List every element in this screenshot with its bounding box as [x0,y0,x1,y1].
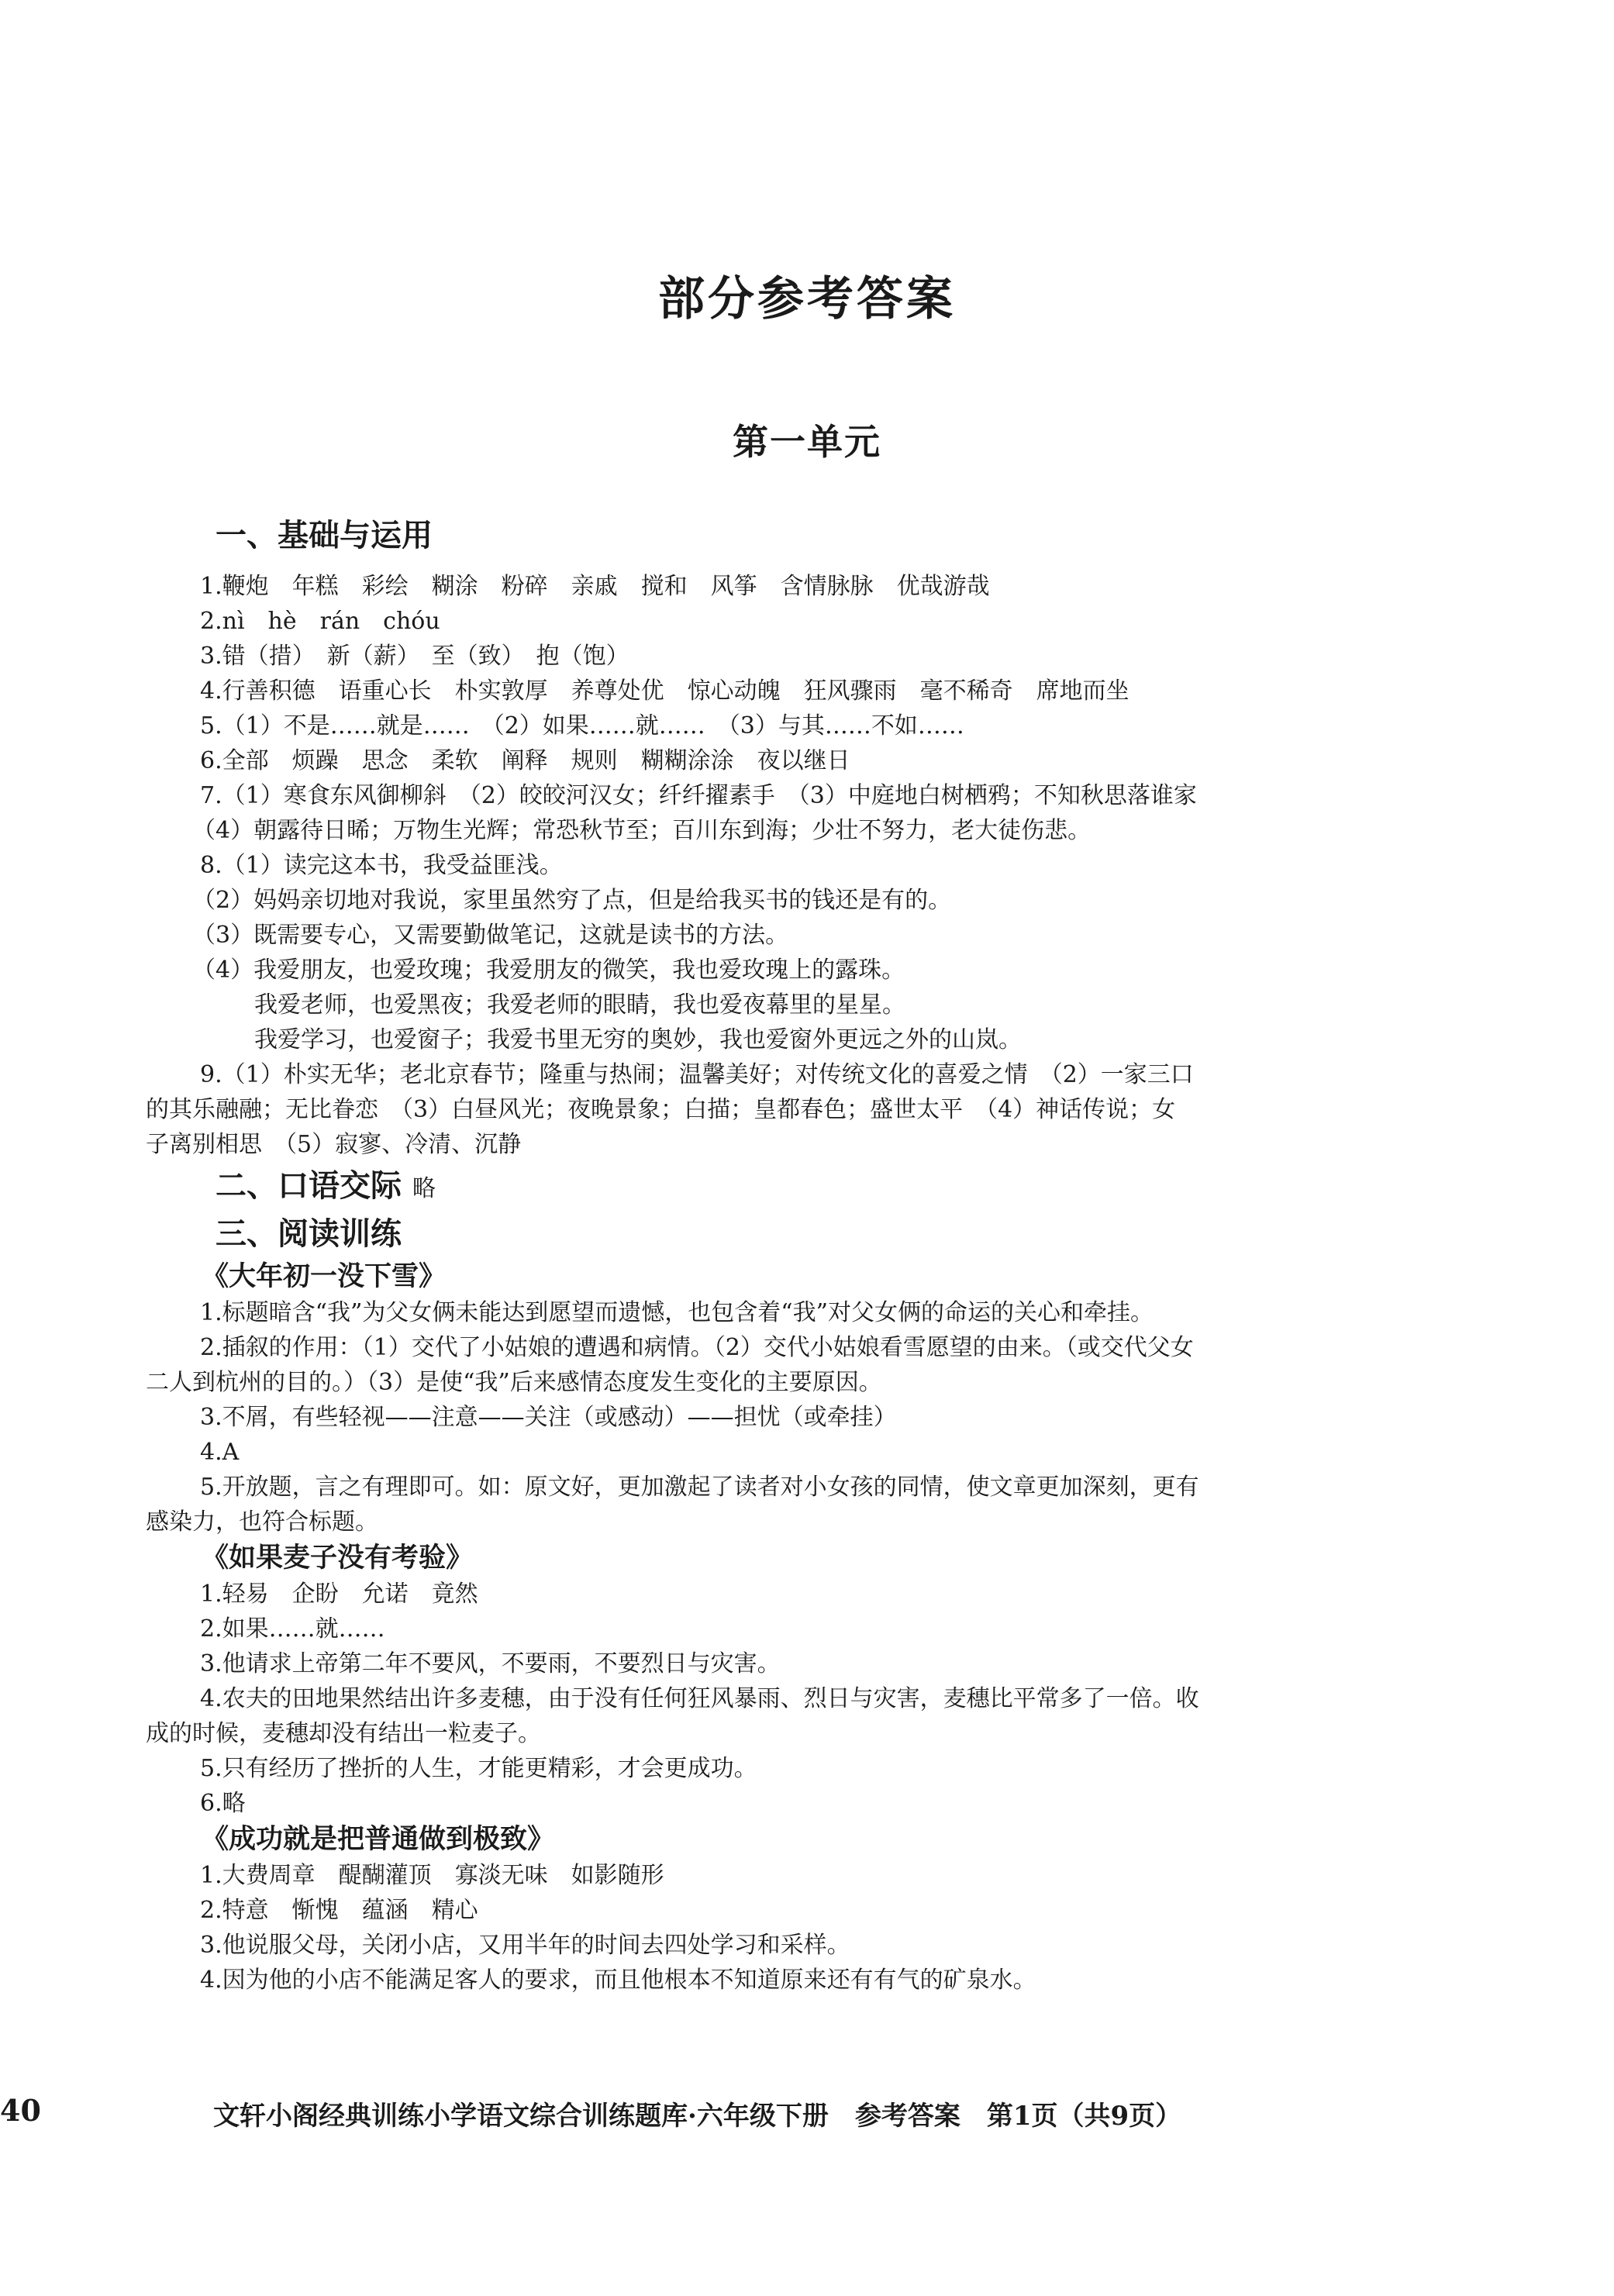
answer-line: 2.插叙的作用：（1）交代了小姑娘的遭遇和病情。（2）交代小姑娘看雪愿望的由来。（或交代父女 [200,1334,1194,1361]
answer-line: 子离别相思 （5）寂寥、冷清、沉静 [146,1131,522,1158]
answer-line: 4.农夫的田地果然结出许多麦穗，由于没有任何狂风暴雨、烈日与灾害，麦穗比平常多了一倍。收 [200,1685,1199,1712]
answer-line: 4.行善积德 语重心长 朴实敦厚 养尊处优 惊心动魄 狂风骤雨 毫不稀奇 席地而坐 [200,677,1129,705]
answer-line: 我爱老师，也爱黑夜；我爱老师的眼睛，我也爱夜幕里的星星。 [254,991,905,1019]
answer-line: （4）朝露待日晞；万物生光辉；常恐秋节至；百川东到海；少壮不努力，老大徒伤悲。 [192,817,1092,844]
answer-line: 7.（1）寒食东风御柳斜 （2）皎皎河汉女；纤纤擢素手 （3）中庭地白树栖鸦；不知秋思落谁家 [200,782,1197,809]
answer-line: 1.鞭炮 年糕 彩绘 糊涂 粉碎 亲戚 搅和 风筝 含情脉脉 优哉游哉 [200,573,990,600]
answer-line: 2.nì hè rán chóu [200,608,440,635]
answer-line: 的其乐融融；无比眷恋 （3）白昼风光；夜晚景象；白描；皇都春色；盛世太平 （4）神话传说；女 [146,1096,1176,1123]
answer-line: 4.A [200,1439,240,1466]
answer-line: 成的时候，麦穗却没有结出一粒麦子。 [146,1720,541,1747]
section-heading-oral [146,1162,1417,1210]
page-title: 部分参考答案 [658,272,956,326]
reading-title: 《成功就是把普通做到极致》 [202,1823,555,1855]
answer-line: 5.开放题，言之有理即可。如：原文好，更加激起了读者对小女孩的同情，使文章更加深刻，更有 [200,1474,1199,1501]
answer-line: 6.略 [200,1790,246,1817]
answer-line: 1.标题暗含“我”为父女俩未能达到愿望而遗憾，也包含着“我”对父女俩的命运的关心和牵挂。 [200,1299,1154,1326]
answer-line: 9.（1）朴实无华；老北京春节；隆重与热闹；温馨美好；对传统文化的喜爱之情 （2）一家三口 [200,1061,1194,1088]
answer-line: 二人到杭州的目的。）（3）是使“我”后来感情态度发生变化的主要原因。 [146,1369,882,1396]
answer-line: 1.大费周章 醍醐灌顶 寡淡无味 如影随形 [200,1862,664,1889]
answer-line: （2）妈妈亲切地对我说，家里虽然穷了点，但是给我买书的钱还是有的。 [192,887,952,914]
answer-line: （3）既需要专心，又需要勤做笔记，这就是读书的方法。 [192,922,789,949]
answer-line: 3.他请求上帝第二年不要风，不要雨，不要烈日与灾害。 [200,1650,781,1677]
answer-line: 4.因为他的小店不能满足客人的要求，而且他根本不知道原来还有有气的矿泉水。 [200,1967,1036,1994]
answer-line: 6.全部 烦躁 思念 柔软 阐释 规则 糊糊涂涂 夜以继日 [200,747,850,774]
answer-content [146,512,1417,1998]
reading-title: 《大年初一没下雪》 [202,1260,447,1292]
answer-line: 2.特意 惭愧 蕴涵 精心 [200,1897,478,1924]
answer-line: 5.（1）不是……就是…… （2）如果……就…… （3）与其……不如…… [200,712,964,739]
section-heading-oral-note: 略 [412,1175,436,1202]
answer-line: 感染力，也符合标题。 [146,1508,378,1536]
section-heading-basics: 一、基础与运用 [216,518,433,553]
page-footer: 文轩小阁经典训练小学语文综合训练题库·六年级下册 参考答案 第1页（共9页） [213,2101,1182,2132]
section-heading-oral-title: 二、口语交际 [216,1168,402,1204]
answer-line: 2.如果……就…… [200,1615,385,1643]
answer-line: 我爱学习，也爱窗子；我爱书里无穷的奥妙，我也爱窗外更远之外的山岚。 [254,1026,1022,1053]
answer-line: 5.只有经历了挫折的人生，才能更精彩，才会更成功。 [200,1755,757,1782]
reading-title: 《如果麦子没有考验》 [202,1542,474,1574]
answer-line: 3.不屑，有些轻视——注意——关注（或感动）——担忧（或牵挂） [200,1404,897,1431]
page-number: 40 [0,2093,41,2128]
answer-line: 3.错（措） 新（薪） 至（致） 抱（饱） [200,643,629,670]
answer-line: 1.轻易 企盼 允诺 竟然 [200,1581,478,1608]
answer-line: 3.他说服父母，关闭小店，又用半年的时间去四处学习和采样。 [200,1932,850,1959]
answer-line: （4）我爱朋友，也爱玫瑰；我爱朋友的微笑，我也爱玫瑰上的露珠。 [192,957,905,984]
section-heading-reading: 三、阅读训练 [216,1216,402,1252]
answer-line: 8.（1）读完这本书，我受益匪浅。 [200,852,563,879]
unit-title: 第一单元 [733,421,881,463]
